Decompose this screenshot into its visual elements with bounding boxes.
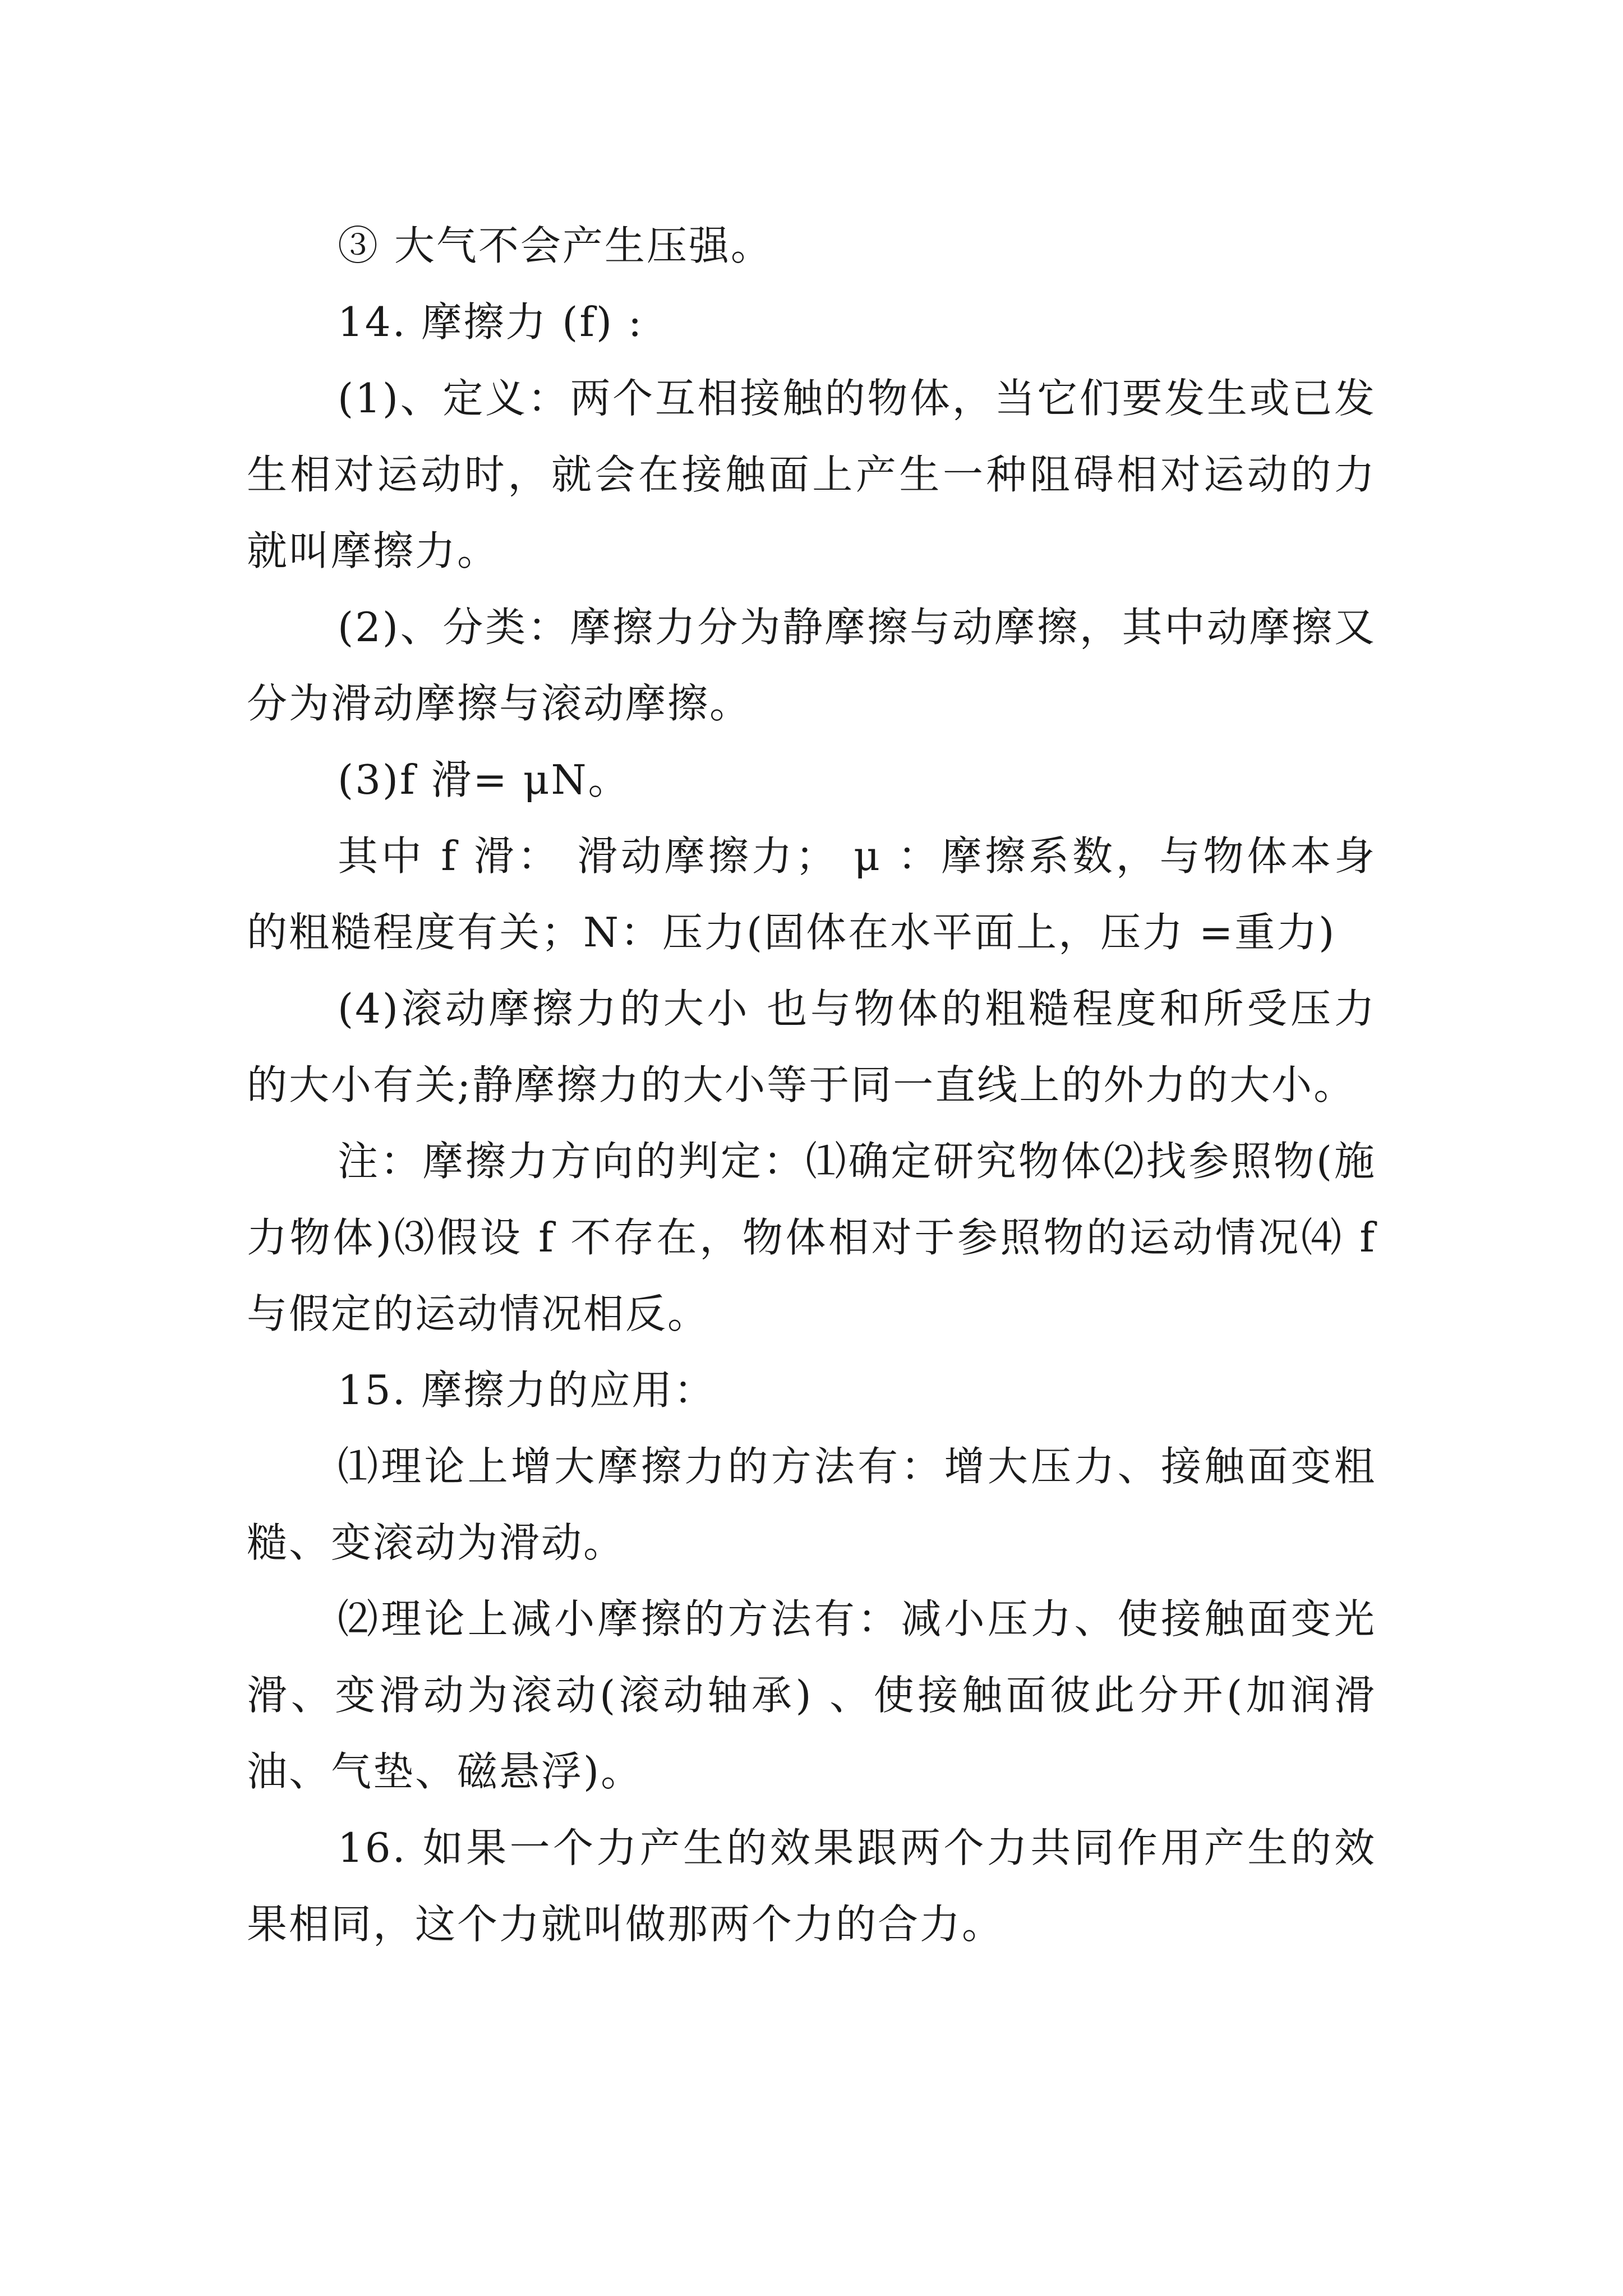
paragraph-friction-formula: (3)f 滑= μN。 xyxy=(338,756,630,803)
paragraph-friction-direction-note: 注：摩擦力方向的判定：⑴确定研究物体⑵找参照物(施力物体)⑶假设 f 不存在，物体相对于参照物的运动情况⑷ f 与假定的运动情况相反。 xyxy=(247,1138,1376,1337)
paragraph-friction-application-heading: 15. 摩擦力的应用： xyxy=(338,1366,716,1414)
paragraph-resultant-force: 16. 如果一个力产生的效果跟两个力共同作用产生的效果相同，这个力就叫做那两个力的合力。 xyxy=(247,1824,1376,1948)
paragraph-friction-definition: (1)、定义：两个互相接触的物体，当它们要发生或已发生相对运动时，就会在接触面上产生一种阻碍相对运动的力就叫摩擦力。 xyxy=(247,375,1376,574)
paragraph-friction-classification: (2)、分类：摩擦力分为静摩擦与动摩擦，其中动摩擦又分为滑动摩擦与滚动摩擦。 xyxy=(247,604,1376,727)
paragraph-decrease-friction: ⑵理论上减小摩擦的方法有：减小压力、使接触面变光滑、变滑动为滚动(滚动轴承) 、使接触面彼此分开(加润滑油、气垫、磁悬浮)。 xyxy=(247,1595,1376,1795)
paragraph-friction-heading: 14. 摩擦力 (f) : xyxy=(338,298,644,346)
paragraph-rolling-friction: (4)滚动摩擦力的大小 也与物体的粗糙程度和所受压力的大小有关;静摩擦力的大小等于同一直线上的外力的大小。 xyxy=(247,985,1376,1108)
paragraph-atmosphere-note: ③ 大气不会产生压强。 xyxy=(338,222,773,269)
document-body xyxy=(247,208,1376,1962)
paragraph-formula-explanation: 其中 f 滑： 滑动摩擦力； μ ：摩擦系数，与物体本身的粗糙程度有关；N：压力(固体在水平面上，压力 =重力) xyxy=(247,832,1376,956)
paragraph-increase-friction: ⑴理论上增大摩擦力的方法有：增大压力、接触面变粗糙、变滚动为滑动。 xyxy=(247,1443,1376,1566)
